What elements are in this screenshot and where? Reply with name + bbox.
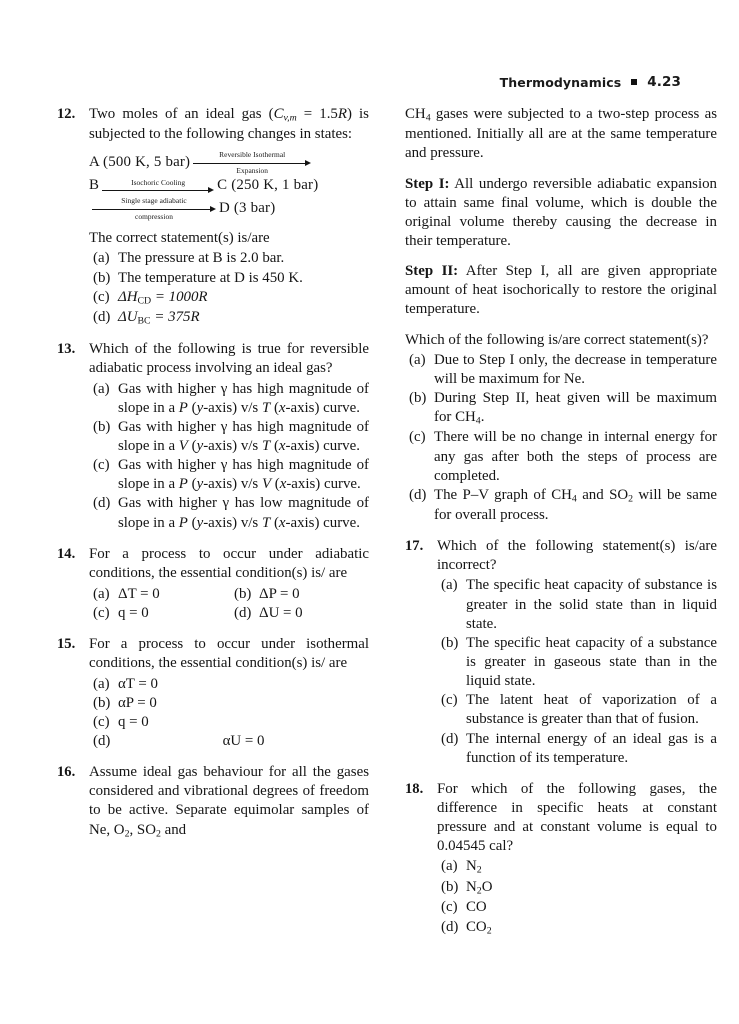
options-list [437, 576, 717, 767]
option-tag: (b) [93, 694, 111, 711]
option-subscript: 4 [475, 415, 481, 427]
option-tag: (d) [441, 919, 459, 936]
option-b[interactable] [93, 694, 369, 713]
delta-h-symbol: ΔH [118, 288, 138, 305]
option-value: = 1000R [151, 288, 208, 305]
arrow-label-bottom: Expansion [236, 165, 269, 175]
option-tag: (d) [441, 730, 459, 747]
question-stem: For a process to occur under isothermal conditions, the essential condition(s) is/ are [89, 636, 369, 672]
option-text-alt: αU = 0 [222, 732, 265, 749]
option-tag: (c) [93, 288, 110, 305]
question-number: 18. [405, 780, 424, 797]
option-c[interactable] [93, 456, 369, 494]
arrow-shaft [193, 160, 311, 167]
option-tag: (c) [409, 429, 426, 446]
option-a[interactable] [93, 585, 228, 604]
step-one-paragraph [405, 175, 717, 252]
option-text-tail: . [480, 409, 485, 426]
question-18 [405, 780, 717, 939]
option-text: There will be no change in internal energy for any gas after both the steps of process are completed. [434, 429, 717, 484]
option-text-main: During Step II, heat given will be maximum for CH [434, 389, 717, 426]
arrow-shaft [92, 206, 216, 213]
step-two-paragraph [405, 262, 717, 319]
question-12 [57, 105, 369, 328]
delta-u-symbol: ΔU [118, 309, 138, 326]
option-text: αT = 0 [118, 675, 158, 692]
arrow-single-stage-adiabatic-compression-icon [92, 197, 216, 221]
arrow-reversible-isothermal-icon [193, 151, 311, 175]
state-d: D (3 bar) [219, 200, 276, 217]
page-number: 4.23 [647, 74, 681, 90]
option-a[interactable] [441, 857, 717, 877]
option-tag: (d) [93, 732, 111, 749]
stem-text-a: Two moles of an ideal gas (C [89, 106, 284, 122]
option-text: αP = 0 [118, 694, 157, 711]
options-list [93, 585, 369, 623]
options-list [405, 351, 717, 526]
option-c[interactable] [93, 288, 369, 308]
arrow-label-top: Reversible Isothermal [219, 150, 286, 160]
option-tag: (a) [93, 380, 110, 397]
option-text: ΔU = 0 [259, 605, 303, 622]
option-text [466, 918, 717, 938]
stem-text-b: , SO [129, 821, 156, 838]
option-c[interactable] [93, 713, 369, 732]
option-d[interactable] [441, 918, 717, 938]
question-15 [57, 635, 369, 751]
option-tag: (c) [441, 692, 458, 709]
option-text: Gas with higher γ has high magnitude of slope in a P (y-axis) v/s T (x-axis) curve. [118, 380, 369, 416]
step-one-text: All undergo reversible adiabatic expansion to attain same final volume, which is double the original volume thereby causing the decrease in their temperature. [405, 175, 717, 249]
question-stem: Which of the following is true for reversible adiabatic process involving an ideal gas? [89, 341, 369, 377]
running-head [500, 74, 681, 90]
option-subscript-ch4: 4 [571, 493, 577, 505]
formula-subscript: 2 [486, 925, 492, 937]
square-bullet-icon [631, 79, 637, 85]
formula-subscript: 2 [476, 865, 482, 877]
options-list [89, 675, 369, 752]
stem-text-c: and [160, 821, 187, 838]
option-value: = 375R [150, 309, 200, 326]
stem-subscript-o2: 2 [124, 828, 130, 840]
option-text: The specific heat capacity of a substance is greater in gaseous state than in the liquid state. [466, 634, 717, 690]
option-tag: (c) [441, 898, 458, 915]
continuation-text: gases were subjected to a two-step process as mentioned. Initially all are at the same temperature and pressure. [405, 106, 717, 162]
state-c: C (250 K, 1 bar) [217, 177, 319, 194]
question-number: 14. [57, 545, 76, 562]
step-two-label: Step II: [405, 263, 459, 280]
option-text [466, 878, 717, 898]
arrow-label-top: Single stage adiabatic [121, 196, 187, 206]
option-text [118, 732, 223, 751]
question-stem [89, 763, 369, 841]
option-tag: (b) [409, 389, 427, 406]
option-b[interactable] [234, 585, 369, 604]
step-two-text: After Step I, all are given appropriate amount of heat isochorically to restore the original temperature. [405, 263, 717, 318]
option-d[interactable] [234, 604, 369, 623]
question-17 [405, 537, 717, 768]
option-text: The pressure at B is 2.0 bar. [118, 250, 285, 267]
option-c[interactable] [409, 428, 717, 485]
option-text [118, 288, 369, 308]
option-tag: (a) [93, 675, 110, 692]
question-16-continuation [405, 105, 717, 525]
question-number: 16. [57, 764, 76, 781]
option-tag: (d) [409, 486, 427, 503]
option-c[interactable] [441, 898, 717, 918]
option-text-mid: and SO [576, 486, 629, 503]
formula-tail: O [481, 878, 493, 895]
option-d[interactable] [409, 486, 717, 525]
option-d[interactable] [441, 730, 717, 768]
option-a[interactable] [409, 351, 717, 389]
option-text: Gas with higher γ has high magnitude of slope in a V (y-axis) v/s T (x-axis) curve. [118, 418, 369, 454]
option-d[interactable] [93, 308, 369, 328]
option-a[interactable] [93, 249, 369, 268]
chapter-title: Thermodynamics [499, 74, 622, 90]
body-columns [57, 105, 718, 951]
stem-subscript: v,m [283, 112, 297, 124]
question-lead-in: Which of the following is/are correct statement(s)? [405, 331, 709, 348]
option-b[interactable] [93, 418, 369, 456]
question-lead-in: The correct statement(s) is/are [89, 230, 270, 247]
option-c[interactable] [93, 604, 228, 623]
option-text [466, 857, 717, 877]
state-b: B [89, 177, 100, 194]
ch4-subscript: 4 [425, 112, 431, 124]
question-16 [57, 763, 369, 841]
state-a: A (500 K, 5 bar) [89, 154, 191, 171]
option-tag: (b) [441, 878, 459, 895]
question-14 [57, 545, 369, 624]
option-tag: (a) [93, 585, 110, 602]
step-one-label: Step I: [405, 175, 450, 192]
formula-main: CO [466, 919, 487, 936]
option-tag: (a) [441, 858, 458, 875]
option-b[interactable] [441, 634, 717, 691]
options-list [89, 380, 369, 533]
option-text: The internal energy of an ideal gas is a function of its temperature. [466, 730, 717, 766]
scheme-line-2 [89, 177, 369, 195]
question-stem: For a process to occur under adiabatic conditions, the essential condition(s) is/ are [89, 545, 369, 581]
stem-text-a: Assume ideal gas behaviour for all the gases considered and vibrational degrees of freedom to be active. Separate equimolar samples of Ne, O [89, 764, 369, 838]
option-text: ΔT = 0 [118, 585, 160, 602]
option-subscript: BC [137, 315, 151, 327]
ch4-formula: CH [405, 106, 426, 122]
option-text: q = 0 [118, 713, 149, 730]
arrow-label-bottom: compression [135, 211, 173, 221]
option-b[interactable] [409, 389, 717, 428]
option-d[interactable] [93, 494, 369, 532]
option-text [434, 486, 717, 525]
option-tag: (a) [93, 250, 110, 267]
option-text: Gas with higher γ has high magnitude of slope in a P (y-axis) v/s V (x-axis) curve. [118, 457, 369, 493]
option-text: ΔP = 0 [259, 585, 300, 602]
option-text: The latent heat of vaporization of a substance is greater than that of fusion. [466, 692, 717, 728]
option-tag: (b) [441, 634, 459, 651]
formula-main: N [466, 858, 477, 875]
right-column [405, 105, 717, 951]
question-number: 17. [405, 538, 424, 555]
continuation-paragraph [405, 105, 717, 164]
option-text [434, 389, 717, 428]
question-number: 15. [57, 636, 76, 653]
option-text: Due to Step I only, the decrease in temperature will be maximum for Ne. [434, 351, 717, 387]
left-column [57, 105, 369, 951]
formula-main: CO [466, 898, 487, 915]
option-b[interactable] [93, 269, 369, 288]
question-stem: For which of the following gases, the difference in specific heats at constant pressure and at constant volume is equal to 0.04545 cal? [437, 780, 717, 855]
option-text: The temperature at D is 450 K. [118, 269, 303, 286]
arrow-isochoric-cooling-icon [102, 179, 214, 195]
option-text: The specific heat capacity of substance is greater in the solid state than in liquid state. [466, 577, 717, 632]
option-a[interactable] [93, 675, 369, 694]
scheme-line-3 [89, 197, 369, 221]
question-number: 12. [57, 106, 76, 122]
stem-subscript-so2: 2 [155, 828, 161, 840]
option-a[interactable] [441, 576, 717, 633]
option-text [118, 308, 369, 328]
option-text-tail: will be same for overall process. [434, 486, 718, 524]
formula-main: N [466, 878, 477, 895]
options-list [437, 857, 717, 938]
option-tag: (d) [93, 495, 111, 512]
option-tag: (c) [93, 605, 110, 622]
question-stem [89, 105, 369, 144]
formula-subscript: 2 [476, 885, 482, 897]
option-c[interactable] [441, 691, 717, 729]
option-tag: (c) [93, 713, 110, 730]
arrow-shaft [102, 187, 214, 194]
question-number: 13. [57, 341, 76, 358]
scheme-line-1 [89, 151, 369, 175]
option-b[interactable] [441, 878, 717, 898]
option-d[interactable] [93, 732, 369, 751]
stem-text-b: = 1.5R) is subjected to the following changes in states: [89, 106, 369, 143]
option-text: q = 0 [118, 605, 149, 622]
option-tag: (d) [93, 309, 111, 326]
option-tag: (d) [234, 605, 252, 622]
option-tag: (a) [441, 577, 458, 594]
question-stem: Which of the following statement(s) is/are incorrect? [437, 538, 717, 574]
option-subscript: CD [137, 295, 152, 307]
option-subscript-so2: 2 [628, 493, 634, 505]
option-text [466, 898, 717, 918]
question-13 [57, 340, 369, 532]
option-tag: (a) [409, 351, 426, 368]
arrow-label-top: Isochoric Cooling [131, 177, 186, 187]
option-tag: (b) [234, 585, 252, 602]
option-text-main: The P–V graph of CH [434, 486, 572, 503]
option-tag: (b) [93, 269, 111, 286]
reaction-scheme [89, 151, 369, 221]
option-a[interactable] [93, 380, 369, 418]
option-tag: (c) [93, 457, 110, 474]
option-tag: (b) [93, 418, 111, 435]
options-list [89, 249, 369, 328]
option-text: Gas with higher γ has low magnitude of slope in a P (y-axis) v/s T (x-axis) curve. [118, 495, 369, 531]
